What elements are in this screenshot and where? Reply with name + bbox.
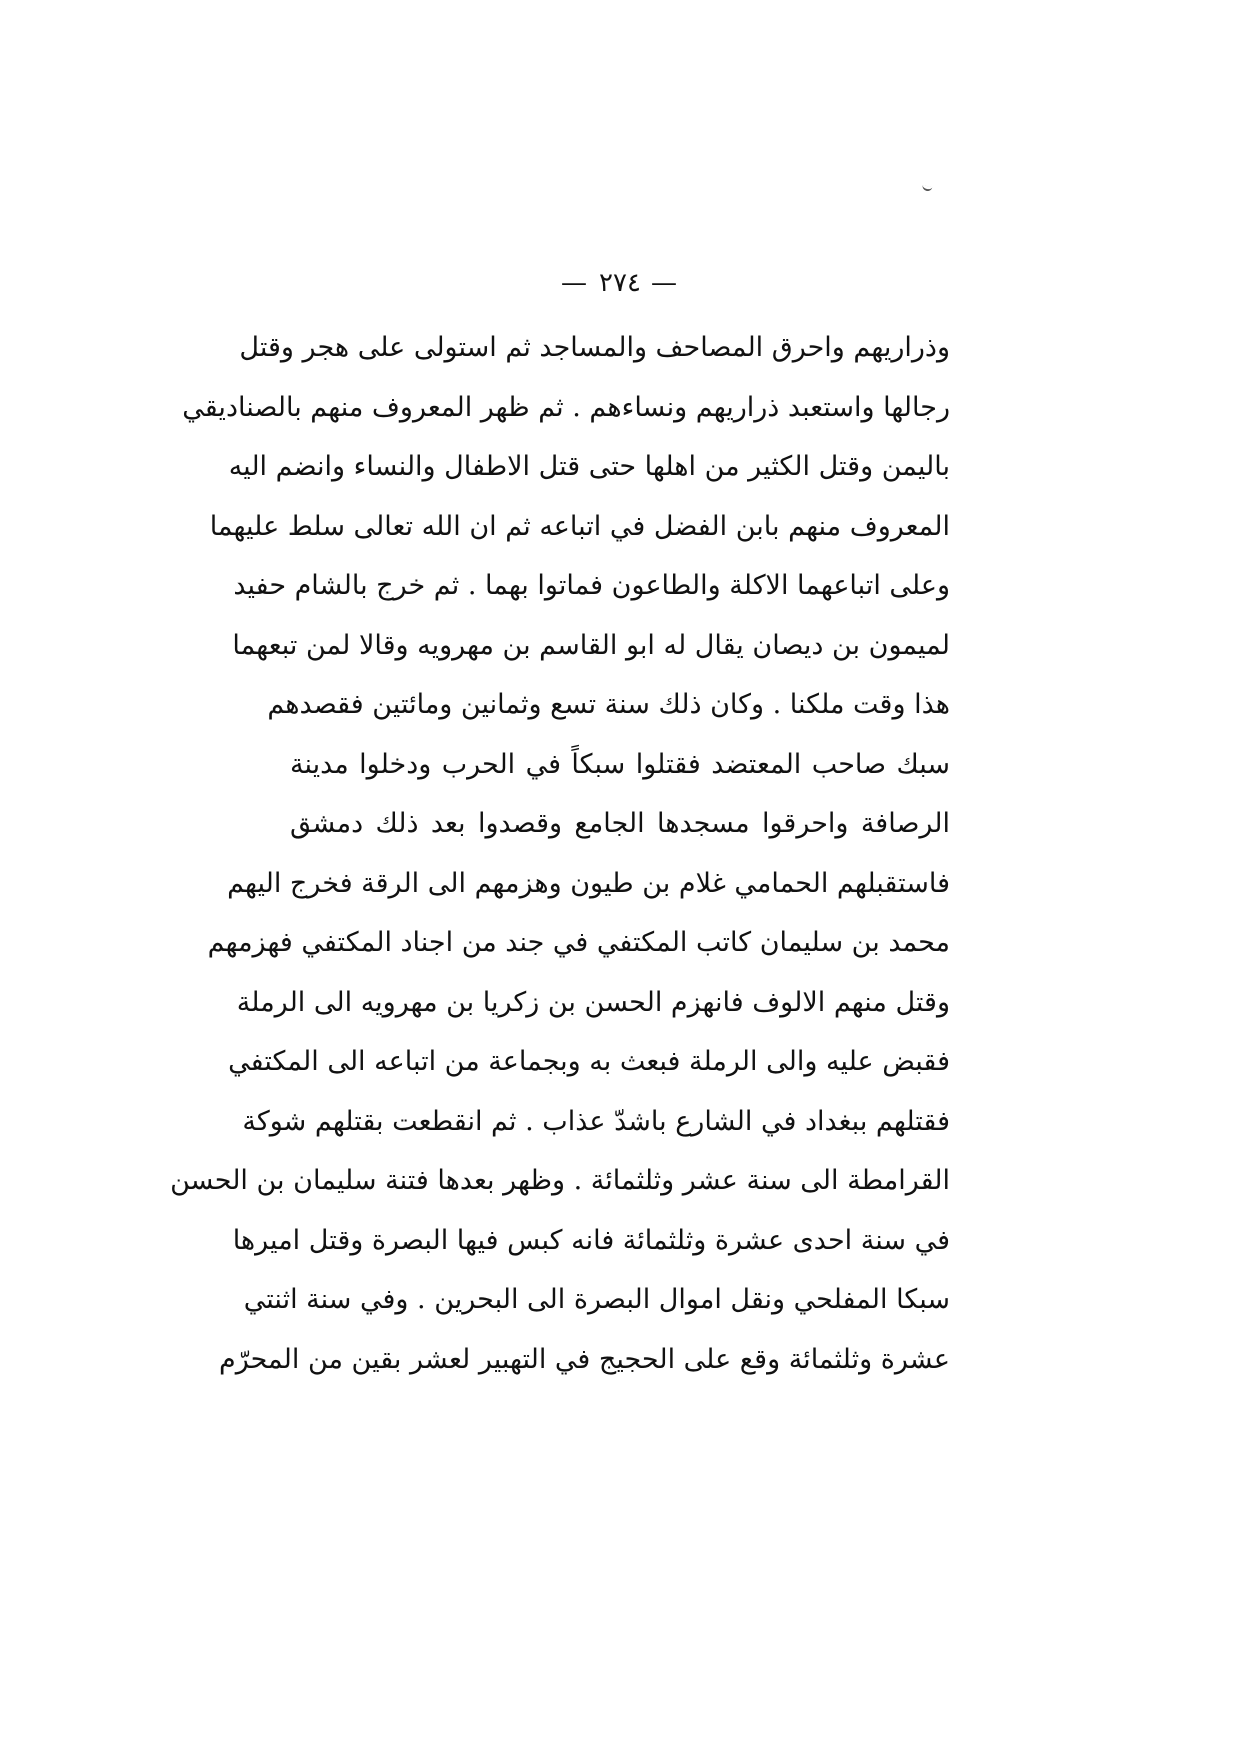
text-line: لميمون بن ديصان يقال له ابو القاسم بن مهرويه وقالا لمن تبعهما	[232, 629, 950, 661]
text-line: وذراريهم واحرق المصاحف والمساجد ثم استولى على هجر وقتل	[239, 332, 950, 363]
text-line: الرصافة واحرقوا مسجدها الجامع وقصدوا بعد ذلك دمشق	[290, 808, 950, 839]
page-number-dash-left: —	[561, 268, 590, 298]
page-number-value: ٢٧٤	[599, 268, 641, 298]
scan-mark	[922, 185, 933, 192]
text-line: هذا وقت ملكنا . وكان ذلك سنة تسع وثمانين ومائتين فقصدهم	[267, 689, 950, 720]
text-line: عشرة وثلثمائة وقع على الحجيج في التهبير لعشر بقين من المحرّم	[219, 1343, 950, 1375]
text-line: في سنة احدى عشرة وثلثمائة فانه كبس فيها البصرة وقتل اميرها	[232, 1224, 950, 1256]
text-line: وعلى اتباعهما الاكلة والطاعون فماتوا بهما . ثم خرج بالشام حفيد	[233, 570, 950, 601]
text-line: وقتل منهم الالوف فانهزم الحسن بن زكريا بن مهرويه الى الرملة	[236, 986, 950, 1018]
page-number-dash-right: —	[650, 268, 679, 298]
text-line: سبكا المفلحي ونقل اموال البصرة الى البحرين . وفي سنة اثنتي	[243, 1284, 950, 1315]
text-line: محمد بن سليمان كاتب المكتفي في جند من اجناد المكتفي فهزمهم	[207, 927, 950, 958]
text-line: سبك صاحب المعتضد فقتلوا سبكاً في الحرب ودخلوا مدينة	[290, 748, 950, 780]
text-line: فاستقبلهم الحمامي غلام بن طيون وهزمهم الى الرقة فخرج اليهم	[227, 867, 950, 899]
text-line: القرامطة الى سنة عشر وثلثمائة . وظهر بعدها فتنة سليمان بن الحسن	[170, 1165, 950, 1196]
text-line: فقبض عليه والى الرملة فبعث به وبجماعة من اتباعه الى المكتفي	[228, 1046, 950, 1077]
page-number	[0, 268, 1240, 298]
body-text	[170, 318, 950, 1389]
text-line: فقتلهم ببغداد في الشارع باشدّ عذاب . ثم انقطعت بقتلهم شوكة	[242, 1105, 950, 1137]
text-line: باليمن وقتل الكثير من اهلها حتى قتل الاطفال والنساء وانضم اليه	[228, 451, 950, 482]
text-line: رجالها واستعبد ذراريهم ونساءهم . ثم ظهر المعروف منهم بالصناديقي	[182, 391, 950, 423]
text-line: المعروف منهم بابن الفضل في اتباعه ثم ان الله تعالى سلط عليهما	[209, 510, 950, 542]
